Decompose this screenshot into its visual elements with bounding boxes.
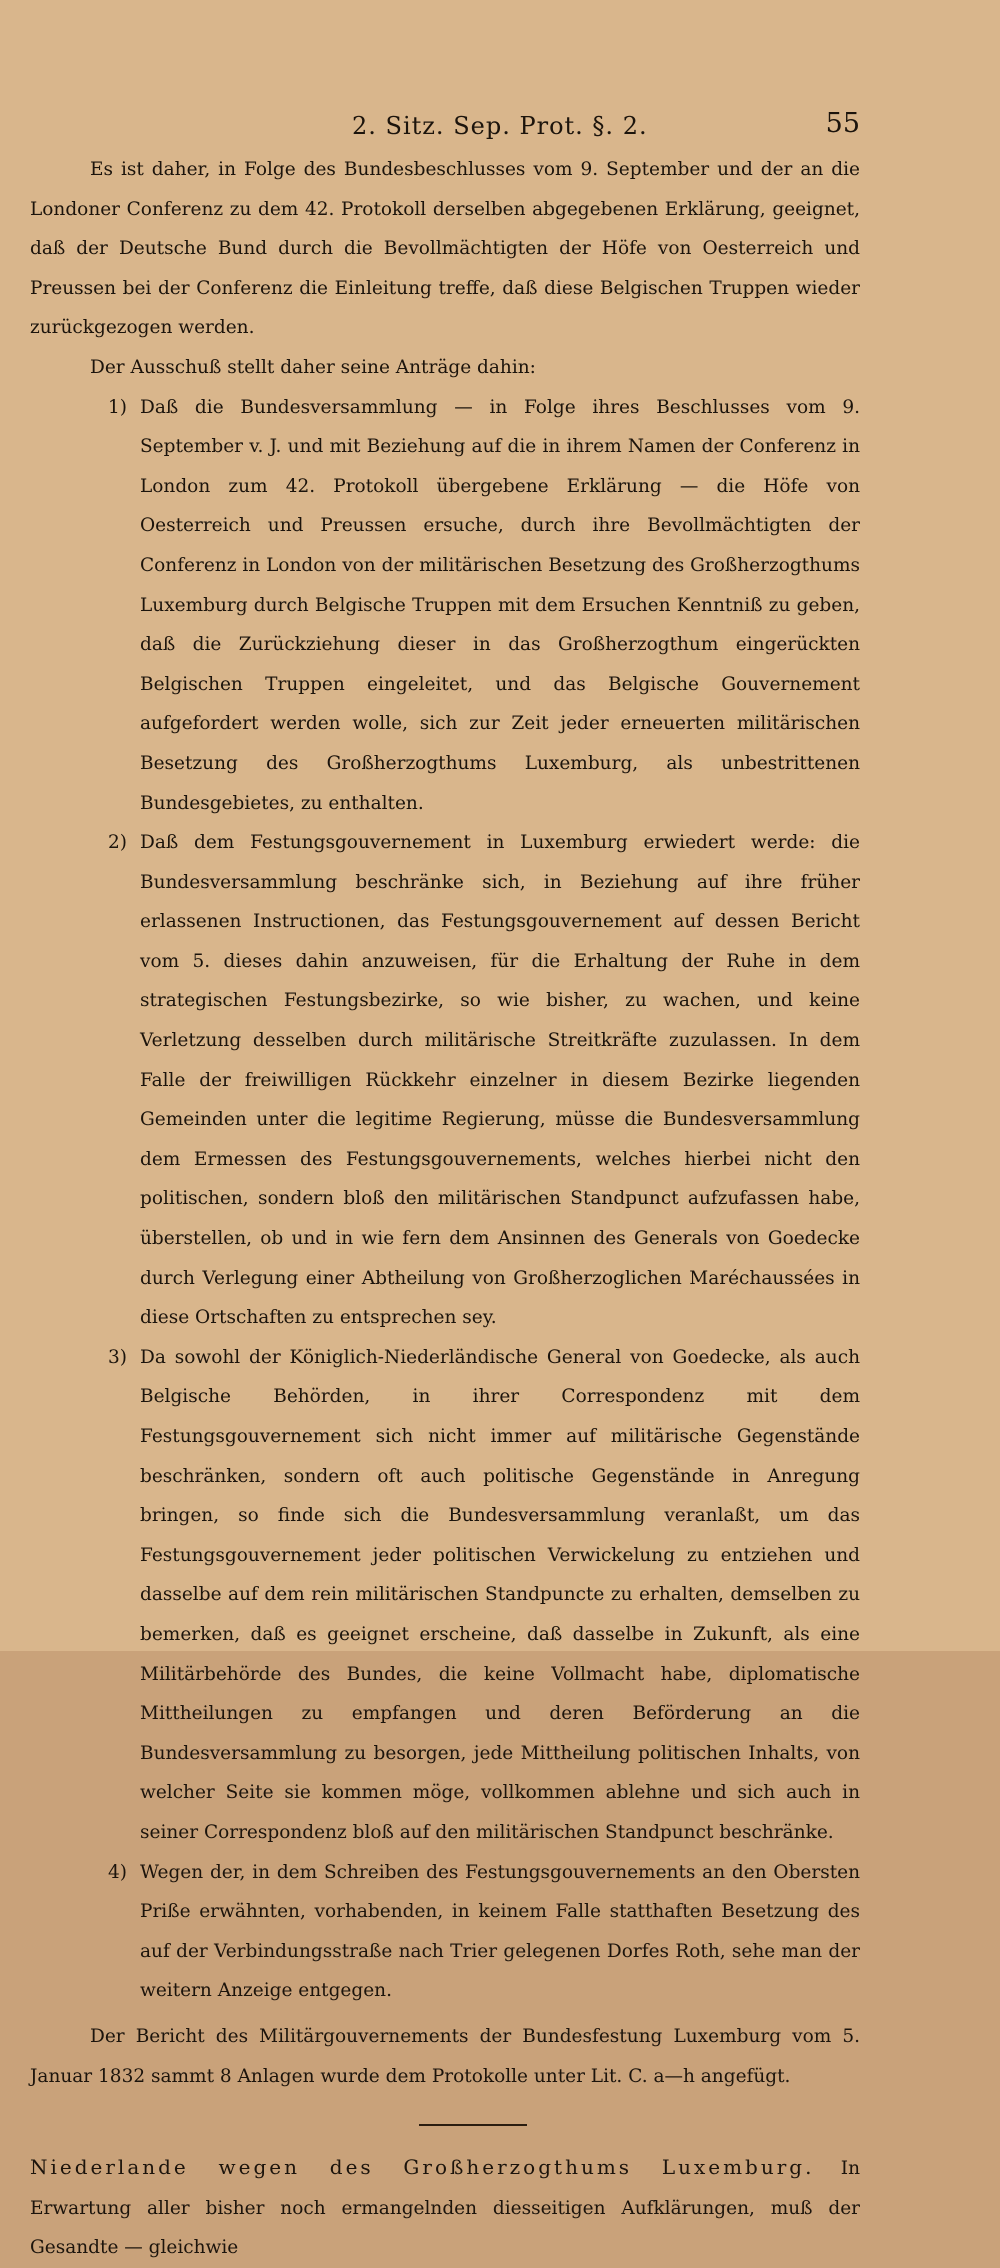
proposal-number: 1) — [108, 396, 127, 418]
body-text — [30, 150, 860, 2268]
proposal-text: Daß die Bundesversammlung — in Folge ihres Beschlusses vom 9. September v. J. und mit Beziehung auf die in ihrem Namen der Conferenz in London zum 42. Protokoll übergebene Erklärung — die Höfe von Oesterreich und Preussen ersuche, durch ihre Bevollmächtigten der Conferenz in London von der militärischen Besetzung des Großherzogthums Luxemburg durch Belgische Truppen mit dem Ersuchen Kenntniß zu geben, daß die Zurückziehung dieser in das Großherzogthum eingerückten Belgischen Truppen eingeleitet, und das Belgische Gouvernement aufgefordert werden wolle, sich zur Zeit jeder erneuerten militärischen Besetzung des Großherzogthums Luxemburg, als unbestrittenen Bundesgebietes, zu enthalten. — [140, 396, 860, 814]
proposal-number: 2) — [108, 832, 127, 854]
section-text: In Erwartung aller bisher noch ermangelnden diesseitigen Aufklärungen, muß der Gesandte — gleichwie — [30, 2158, 860, 2259]
running-head: 2. Sitz. Sep. Prot. §. 2. — [352, 112, 648, 140]
section-title: Niederlande wegen des Großherzogthums Luxemburg. — [30, 2155, 815, 2180]
intro-paragraph: Es ist daher, in Folge des Bundesbeschlusses vom 9. September und der an die Londoner Conferenz zu dem 42. Protokoll derselben abgegebenen Erklärung, geeignet, daß der Deutsche Bund durch die Bevollmächtigten der Höfe von Oesterreich und Preussen bei der Conferenz die Einleitung treffe, daß diese Belgischen Truppen wieder zurückgezogen werden. — [30, 159, 860, 339]
section-divider — [419, 2124, 527, 2126]
proposal-item-2 — [30, 823, 860, 1338]
page-number: 55 — [825, 108, 860, 139]
proposal-item-1 — [30, 388, 860, 824]
proposal-text: Daß dem Festungsgouvernement in Luxemburg erwiedert werde: die Bundesversammlung beschränke sich, in Beziehung auf ihre früher erlassenen Instructionen, das Festungsgouvernement auf dessen Bericht vom 5. dieses dahin anzuweisen, für die Erhaltung der Ruhe in dem strategischen Festungsbezirke, so wie bisher, zu wachen, und keine Verletzung desselben durch militärische Streitkräfte zuzulassen. In dem Falle der freiwilligen Rückkehr einzelner in diesem Bezirke liegenden Gemeinden unter die legitime Regierung, müsse die Bundesversammlung dem Ermessen des Festungsgouvernements, welches hierbei nicht den politischen, sondern bloß den militärischen Standpunct aufzufassen habe, überstellen, ob und in wie fern dem Ansinnen des Generals von Goedecke durch Verlegung einer Abtheilung von Großherzoglichen Maréchaussées in diese Ortschaften zu entsprechen sey. — [140, 832, 860, 1329]
proposal-number: 4) — [108, 1861, 127, 1883]
section-paragraph — [30, 2148, 860, 2268]
proposal-item-3 — [30, 1338, 860, 1853]
proposal-number: 3) — [108, 1346, 127, 1368]
proposals-intro: Der Ausschuß stellt daher seine Anträge dahin: — [90, 356, 536, 378]
proposal-text: Wegen der, in dem Schreiben des Festungsgouvernements an den Obersten Prißе erwähnten, vorhabenden, in keinem Falle statthaften Besetzung des auf der Verbindungsstraße nach Trier gelegenen Dorfes Roth, sehe man der weitern Anzeige entgegen. — [140, 1861, 860, 2002]
page-header — [0, 108, 1000, 148]
proposal-item-4 — [30, 1853, 860, 2011]
report-paragraph: Der Bericht des Militärgouvernements der Bundesfestung Luxemburg vom 5. Januar 1832 sammt 8 Anlagen wurde dem Protokolle unter Lit. C. a—h angefügt. — [30, 2025, 860, 2087]
proposal-text: Da sowohl der Königlich-Niederländische General von Goedecke, als auch Belgische Behörden, in ihrer Correspondenz mit dem Festungsgouvernement sich nicht immer auf militärische Gegenstände beschränken, sondern oft auch politische Gegenstände in Anregung bringen, so finde sich die Bundesversammlung veranlaßt, um das Festungsgouvernement jeder politischen Verwickelung zu entziehen und dasselbe auf dem rein militärischen Standpuncte zu erhalten, demselben zu bemerken, daß es geeignet erscheine, daß dasselbe in Zukunft, als eine Militärbehörde des Bundes, die keine Vollmacht habe, diplomatische Mittheilungen zu empfangen und deren Beförderung an die Bundesversammlung zu besorgen, jede Mittheilung politischen Inhalts, von welcher Seite sie kommen möge, vollkommen ablehne und sich auch in seiner Correspondenz bloß auf den militärischen Standpunct beschränke. — [140, 1346, 860, 1843]
